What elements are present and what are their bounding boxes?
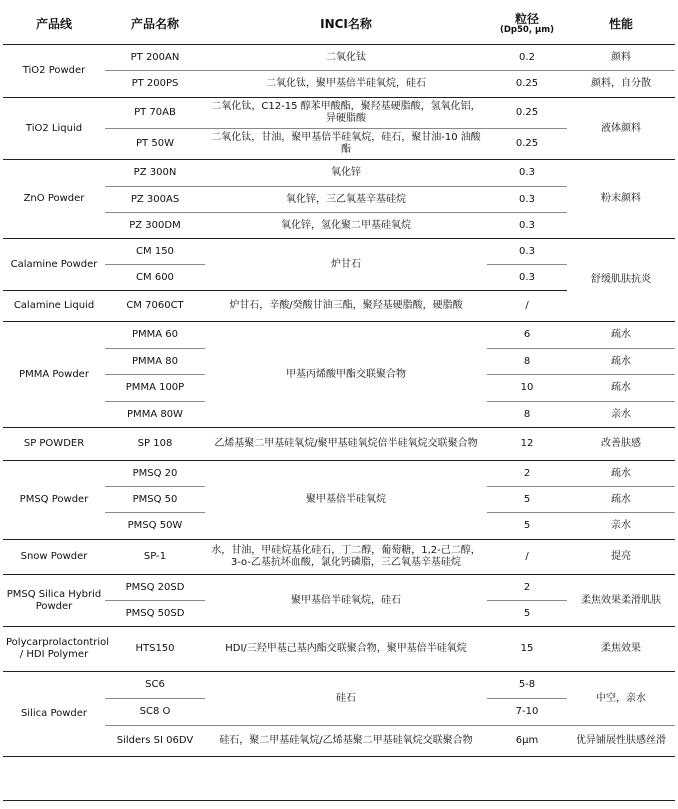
size-cell: 2 bbox=[487, 575, 567, 601]
product-name-cell: Silders SI 06DV bbox=[105, 726, 205, 757]
size-cell: 15 bbox=[487, 627, 567, 672]
size-cell: 10 bbox=[487, 375, 567, 402]
product-name-cell: PT 70AB bbox=[105, 98, 205, 129]
product-name-cell: PT 50W bbox=[105, 129, 205, 160]
inci-cell: 硅石，聚二甲基硅氧烷/乙烯基聚二甲基硅氧烷交联聚合物 bbox=[205, 726, 487, 757]
product-name-cell: SC6 bbox=[105, 672, 205, 699]
product-line-cell: PMSQ Powder bbox=[3, 461, 105, 540]
size-cell: 0.25 bbox=[487, 98, 567, 129]
size-cell: / bbox=[487, 291, 567, 322]
header-performance: 性能 bbox=[567, 0, 675, 45]
product-name-cell: CM 600 bbox=[105, 265, 205, 291]
table-row bbox=[3, 45, 675, 71]
product-line-cell: Snow Powder bbox=[3, 540, 105, 575]
inci-cell: 二氧化钛 bbox=[205, 45, 487, 71]
inci-cell: 氧化锌，氢化聚二甲基硅氧烷 bbox=[205, 213, 487, 239]
product-name-cell: CM 7060CT bbox=[105, 291, 205, 322]
header-particle-size bbox=[487, 0, 567, 45]
size-cell: 0.3 bbox=[487, 160, 567, 187]
performance-cell: 疏水 bbox=[567, 461, 675, 487]
inci-cell: 水，甘油，甲硅烷基化硅石，丁二醇，葡萄糖，1,2-己二醇，3-o-乙基抗坏血酸，氯化钙磷脂，三乙氧基辛基硅烷 bbox=[205, 540, 487, 575]
inci-cell: 炉甘石，辛酸/癸酸甘油三酯，聚羟基硬脂酸，硬脂酸 bbox=[205, 291, 487, 322]
product-name-cell: PMSQ 50W bbox=[105, 513, 205, 540]
performance-cell: 疏水 bbox=[567, 375, 675, 402]
product-name-cell: PMSQ 50SD bbox=[105, 601, 205, 627]
table-row bbox=[3, 322, 675, 349]
table-row bbox=[3, 627, 675, 672]
product-name-cell: PMMA 60 bbox=[105, 322, 205, 349]
product-name-cell: PMSQ 20SD bbox=[105, 575, 205, 601]
size-cell: 0.3 bbox=[487, 239, 567, 265]
table-row bbox=[3, 540, 675, 575]
size-cell: / bbox=[487, 540, 567, 575]
product-name-cell: PMMA 80 bbox=[105, 349, 205, 375]
size-cell: 0.2 bbox=[487, 45, 567, 71]
size-cell: 0.25 bbox=[487, 71, 567, 98]
table-row bbox=[3, 239, 675, 265]
product-line-cell: Silica Powder bbox=[3, 672, 105, 757]
product-line-cell: TiO2 Powder bbox=[3, 45, 105, 98]
performance-cell: 柔焦效果 bbox=[567, 627, 675, 672]
product-name-cell: PMMA 80W bbox=[105, 402, 205, 428]
header-particle-size-label: 粒径 bbox=[514, 12, 539, 26]
table-row bbox=[3, 428, 675, 461]
inci-cell: 二氧化钛，C12-15 醇苯甲酸酯，聚羟基硬脂酸，氢氧化铝，异硬脂酸 bbox=[205, 98, 487, 129]
performance-cell: 亲水 bbox=[567, 402, 675, 428]
performance-cell: 亲水 bbox=[567, 513, 675, 540]
performance-cell: 颜料，自分散 bbox=[567, 71, 675, 98]
performance-cell: 粉末颜料 bbox=[567, 160, 675, 239]
inci-cell: HDI/三羟甲基己基内酯交联聚合物，聚甲基倍半硅氧烷 bbox=[205, 627, 487, 672]
size-cell: 2 bbox=[487, 461, 567, 487]
product-name-cell: PZ 300AS bbox=[105, 187, 205, 213]
table-row bbox=[3, 160, 675, 187]
bottom-rule bbox=[3, 800, 675, 801]
size-cell: 7-10 bbox=[487, 699, 567, 726]
size-cell: 12 bbox=[487, 428, 567, 461]
product-name-cell: SP 108 bbox=[105, 428, 205, 461]
size-cell: 5 bbox=[487, 601, 567, 627]
inci-cell: 聚甲基倍半硅氧烷，硅石 bbox=[205, 575, 487, 627]
performance-cell: 改善肤感 bbox=[567, 428, 675, 461]
inci-cell: 氧化锌，三乙氧基辛基硅烷 bbox=[205, 187, 487, 213]
product-name-cell: SC8 O bbox=[105, 699, 205, 726]
product-name-cell: SP-1 bbox=[105, 540, 205, 575]
size-cell: 8 bbox=[487, 349, 567, 375]
inci-cell: 氧化锌 bbox=[205, 160, 487, 187]
product-line-cell: ZnO Powder bbox=[3, 160, 105, 239]
performance-cell: 液体颜料 bbox=[567, 98, 675, 160]
size-cell: 0.25 bbox=[487, 129, 567, 160]
performance-cell: 疏水 bbox=[567, 349, 675, 375]
product-table bbox=[3, 0, 675, 757]
header-inci: INCI名称 bbox=[205, 0, 487, 45]
size-cell: 8 bbox=[487, 402, 567, 428]
performance-cell: 舒缓肌肤抗炎 bbox=[567, 239, 675, 322]
inci-cell: 二氧化钛，甘油，聚甲基倍半硅氧烷，硅石，聚甘油-10 油酸酯 bbox=[205, 129, 487, 160]
product-name-cell: PT 200PS bbox=[105, 71, 205, 98]
product-name-cell: PMSQ 20 bbox=[105, 461, 205, 487]
product-name-cell: PZ 300DM bbox=[105, 213, 205, 239]
header-product-name: 产品名称 bbox=[105, 0, 205, 45]
product-line-cell: Calamine Liquid bbox=[3, 291, 105, 322]
table-row bbox=[3, 575, 675, 601]
header-particle-size-unit: (Dp50, μm) bbox=[499, 25, 555, 35]
size-cell: 5 bbox=[487, 487, 567, 513]
product-line-cell: Calamine Powder bbox=[3, 239, 105, 291]
inci-cell: 甲基丙烯酸甲酯交联聚合物 bbox=[205, 322, 487, 428]
performance-cell: 优异铺展性肤感丝滑 bbox=[567, 726, 675, 757]
performance-cell: 柔焦效果柔滑肌肤 bbox=[567, 575, 675, 627]
product-name-cell: CM 150 bbox=[105, 239, 205, 265]
header-product-line: 产品线 bbox=[3, 0, 105, 45]
performance-cell: 提亮 bbox=[567, 540, 675, 575]
product-name-cell: PMSQ 50 bbox=[105, 487, 205, 513]
product-name-cell: PT 200AN bbox=[105, 45, 205, 71]
table-header-row bbox=[3, 0, 675, 45]
product-name-cell: PMMA 100P bbox=[105, 375, 205, 402]
product-line-cell: SP POWDER bbox=[3, 428, 105, 461]
size-cell: 5-8 bbox=[487, 672, 567, 699]
product-name-cell: HTS150 bbox=[105, 627, 205, 672]
performance-cell: 中空，亲水 bbox=[567, 672, 675, 726]
performance-cell: 颜料 bbox=[567, 45, 675, 71]
product-name-cell: PZ 300N bbox=[105, 160, 205, 187]
inci-cell: 炉甘石 bbox=[205, 239, 487, 291]
product-line-cell: PMMA Powder bbox=[3, 322, 105, 428]
size-cell: 0.3 bbox=[487, 187, 567, 213]
product-line-cell: PMSQ Silica Hybrid Powder bbox=[3, 575, 105, 627]
size-cell: 0.3 bbox=[487, 213, 567, 239]
performance-cell: 疏水 bbox=[567, 322, 675, 349]
size-cell: 6 bbox=[487, 322, 567, 349]
table-row bbox=[3, 672, 675, 699]
size-cell: 0.3 bbox=[487, 265, 567, 291]
inci-cell: 硅石 bbox=[205, 672, 487, 726]
product-line-cell: TiO2 Liquid bbox=[3, 98, 105, 160]
inci-cell: 二氧化钛，聚甲基倍半硅氧烷，硅石 bbox=[205, 71, 487, 98]
product-line-cell: Polycarprolactontriol / HDI Polymer bbox=[3, 627, 105, 672]
inci-cell: 聚甲基倍半硅氧烷 bbox=[205, 461, 487, 540]
table-row bbox=[3, 98, 675, 129]
size-cell: 5 bbox=[487, 513, 567, 540]
performance-cell: 疏水 bbox=[567, 487, 675, 513]
table-row bbox=[3, 461, 675, 487]
size-cell: 6μm bbox=[487, 726, 567, 757]
inci-cell: 乙烯基聚二甲基硅氧烷/聚甲基硅氧烷倍半硅氧烷交联聚合物 bbox=[205, 428, 487, 461]
